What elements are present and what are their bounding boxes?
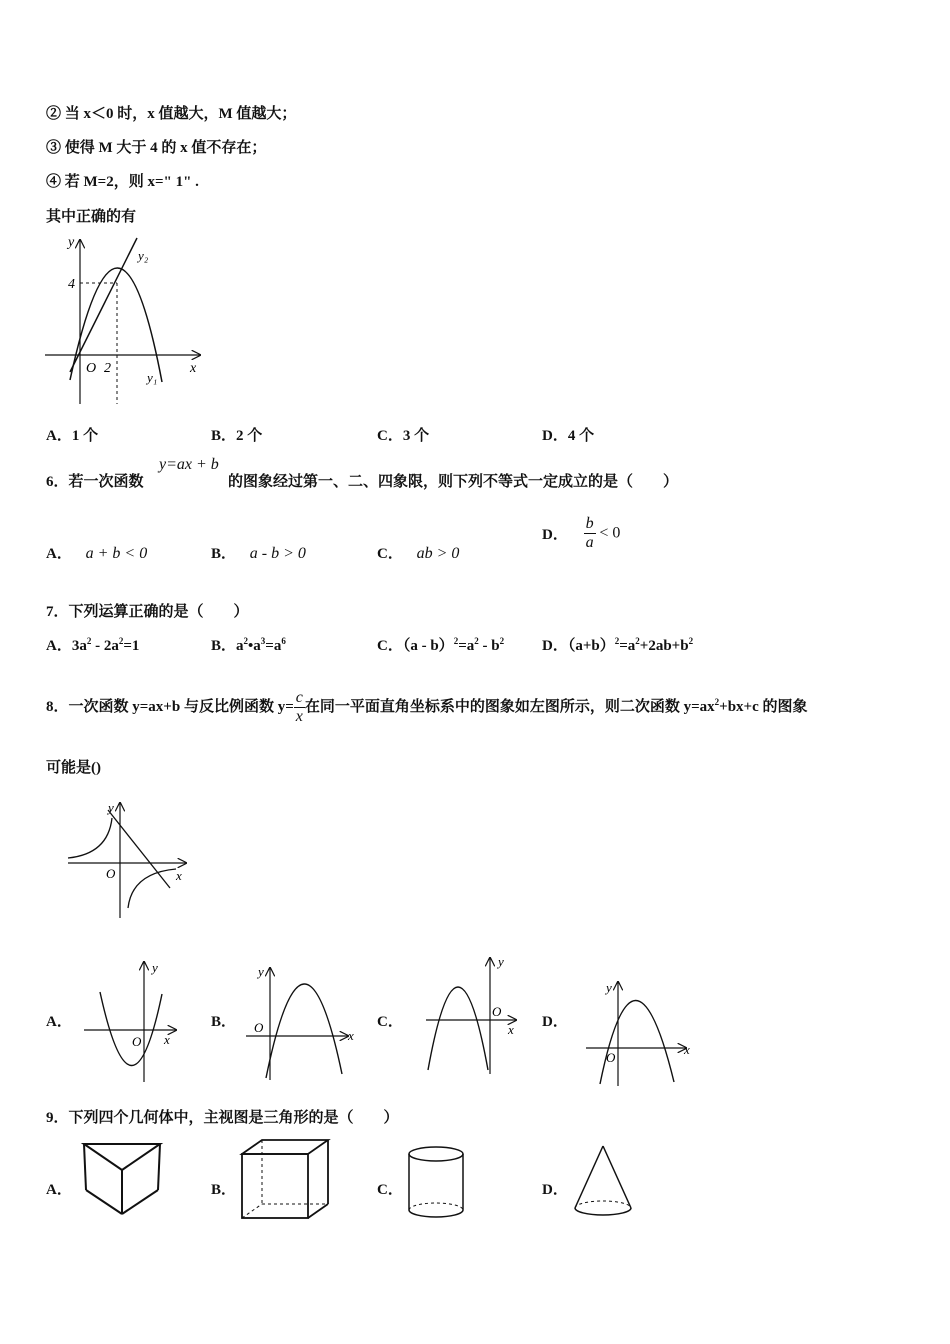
- q9-question: 9．下列四个几何体中，主视图是三角形的是（ ）: [46, 1110, 399, 1126]
- q5-graph: [40, 232, 210, 412]
- q6-prefix: 6．若一次函数: [46, 474, 144, 490]
- svg-text:O: O: [106, 866, 116, 881]
- q8-option-a-graph[interactable]: [82, 958, 182, 1086]
- option-text: < 0: [599, 524, 621, 542]
- statement-4: ④ 若 M=2，则 x=" 1" .: [46, 174, 199, 190]
- q5-option-c[interactable]: C．3 个: [377, 428, 430, 444]
- svg-text:y: y: [108, 800, 114, 815]
- denominator: a: [585, 534, 594, 551]
- q6-func: y=ax + b: [159, 456, 219, 473]
- triangular-prism-icon[interactable]: [80, 1140, 166, 1218]
- svg-text:y: y: [258, 964, 264, 979]
- svg-text:O: O: [492, 1004, 502, 1019]
- q9-option-d-label[interactable]: D．: [542, 1182, 568, 1198]
- statement-3: ③ 使得 M 大于 4 的 x 值不存在；: [46, 140, 267, 156]
- cone-icon[interactable]: [570, 1142, 636, 1222]
- q8-reference-graph: [60, 798, 195, 923]
- numerator: b: [585, 515, 594, 532]
- q6-suffix: 的图象经过第一、二、四象限，则下列不等式一定成立的是（ ）: [228, 474, 679, 490]
- q9-option-b-label[interactable]: B．: [211, 1182, 237, 1198]
- q5-option-b[interactable]: B．2 个: [211, 428, 263, 444]
- q8-prefix: 8．一次函数 y=ax+b 与反比例函数 y=: [46, 699, 294, 715]
- svg-text:x: x: [176, 868, 182, 883]
- q6-option-d[interactable]: [542, 515, 620, 552]
- q5-question-tail: 其中正确的有: [46, 209, 137, 225]
- q9-option-a-label[interactable]: A．: [46, 1182, 72, 1198]
- option-label: B．: [211, 546, 237, 562]
- origin-label: O: [86, 361, 97, 376]
- q8-option-a-label[interactable]: A．: [46, 1014, 72, 1030]
- q8-middle: 在同一平面直角坐标系中的图象如左图所示，则二次函数 y=ax: [304, 699, 715, 715]
- svg-text:x: x: [508, 1022, 514, 1037]
- cube-icon[interactable]: [238, 1136, 332, 1222]
- q6-option-a[interactable]: [46, 542, 147, 563]
- q7-option-d[interactable]: D．$(a+b)^2=a^2+2ab+b^2$: [542, 636, 694, 654]
- svg-text:x: x: [684, 1042, 690, 1057]
- svg-text:x: x: [348, 1028, 354, 1043]
- q7-option-c[interactable]: C．$(a - b)^2=a^2 - b^2$: [377, 636, 505, 654]
- tick-2: 2: [104, 361, 111, 376]
- q8-question-line2: 可能是(): [46, 760, 101, 776]
- q6-option-b[interactable]: [211, 542, 306, 563]
- y-label: y: [68, 235, 75, 250]
- q6-option-c[interactable]: [377, 542, 459, 563]
- fraction-c-over-x: $\frac{c}{x}$: [295, 689, 303, 726]
- q8-option-b-label[interactable]: B．: [211, 1014, 237, 1030]
- hyperbola-upper-left: [68, 818, 112, 858]
- q8-option-b-graph[interactable]: [244, 962, 359, 1082]
- q7-question: 7．下列运算正确的是（ ）: [46, 604, 249, 620]
- statement-2: ② 当 x＜0 时，x 值越大，M 值越大；: [46, 106, 297, 122]
- svg-text:y: y: [606, 980, 612, 995]
- y1-label: y₁: [147, 370, 158, 385]
- option-text: ab > 0: [416, 545, 460, 562]
- option-text: a + b < 0: [85, 545, 148, 562]
- q5-option-a[interactable]: A．1 个: [46, 428, 99, 444]
- parabola-y1: [70, 268, 162, 382]
- q9-option-c-label[interactable]: C．: [377, 1182, 403, 1198]
- linear-line: [108, 810, 170, 888]
- option-label: D．: [542, 527, 568, 543]
- q7-option-a[interactable]: A．$3a^2 - 2a^2=1$: [46, 636, 140, 654]
- svg-text:y: y: [152, 960, 158, 975]
- option-text: a - b > 0: [249, 545, 306, 562]
- hyperbola-lower-right: [128, 869, 176, 908]
- svg-text:x: x: [164, 1032, 170, 1047]
- x-label: x: [190, 361, 197, 376]
- option-label: A．: [46, 546, 72, 562]
- q8-option-d-label[interactable]: D．: [542, 1014, 568, 1030]
- y2-label: y₂: [138, 248, 149, 263]
- q8-option-c-label[interactable]: C．: [377, 1014, 403, 1030]
- svg-text:O: O: [606, 1050, 616, 1065]
- fraction-b-over-a: [584, 515, 596, 552]
- q8-suffix: +bx+c 的图象: [719, 699, 808, 715]
- svg-text:O: O: [254, 1020, 264, 1035]
- cylinder-icon[interactable]: [404, 1144, 468, 1224]
- q5-option-d[interactable]: D．4 个: [542, 428, 595, 444]
- svg-text:O: O: [132, 1034, 142, 1049]
- option-label: C．: [377, 546, 403, 562]
- q7-option-b[interactable]: B．$a^2•a^3=a^6$: [211, 636, 286, 654]
- q8-option-c-graph[interactable]: [422, 954, 524, 1076]
- svg-text:y: y: [498, 954, 504, 969]
- tick-4: 4: [68, 277, 75, 292]
- q8-question: 8．一次函数 y=ax+b 与反比例函数 y= $\frac{c}{x}$ 在同一平面直角坐标系中的图象如左图所示，则二次函数 $y=ax^2+bx+c$ 的图象: [46, 689, 808, 726]
- q8-option-d-graph[interactable]: [584, 978, 696, 1088]
